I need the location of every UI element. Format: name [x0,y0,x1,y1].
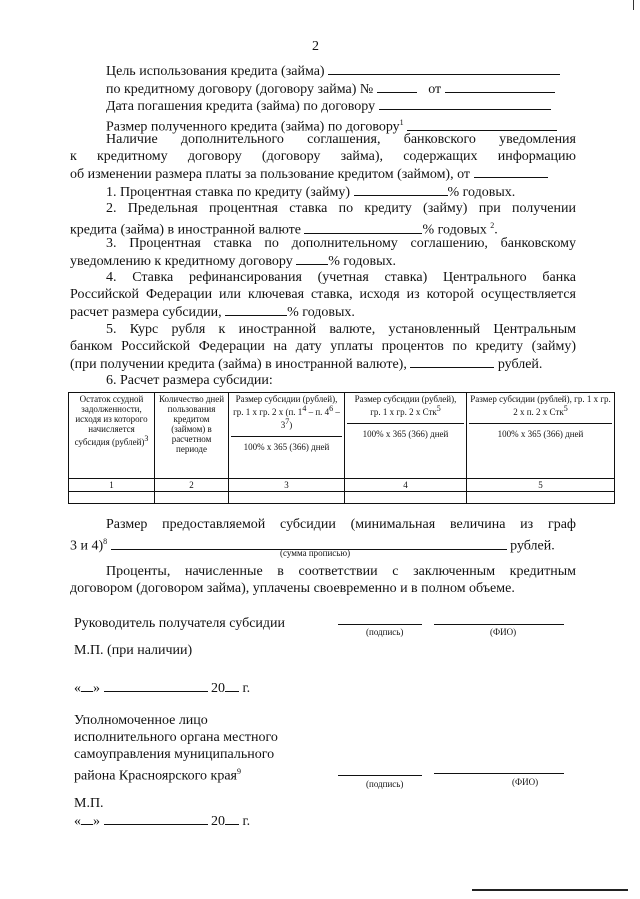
page-number: 2 [312,39,319,54]
additional-agreement-date-blank [474,165,548,178]
column-number: 3 [229,479,345,492]
bottom-rule [472,889,628,891]
recipient-name-caption: (ФИО) [490,627,517,637]
column-number: 4 [345,479,467,492]
item-4-line-2: Российской Федерации или ключевая ставка, исходя из которой осуществляется [70,287,576,302]
formula-3-denominator: 100% х 365 (366) дней [231,436,342,452]
item-5-line-2: банком Российской Федерации на дату уплаты процентов по кредиту (займу) [70,339,576,354]
formula-4-denominator: 100% х 365 (366) дней [347,423,464,439]
header-subsidy-formula-3: Размер субсидии (рублей), гр. 1 х гр. 2 х (п. 14 – п. 46 –37) 100% х 365 (366) дней [229,393,345,479]
additional-agreement-line-1: Наличие дополнительного соглашения, банковского уведомления [106,132,576,147]
item-6-title: 6. Расчет размера субсидии: [106,373,273,388]
item-2-line-1: 2. Предельная процентная ставка по кредиту (займу) при получении [106,201,576,216]
official-name-caption: (ФИО) [512,777,539,787]
recipient-month-blank [104,679,208,692]
item-5-line-1: 5. Курс рубля к иностранной валюте, установленный Центральным [106,322,576,337]
official-month-blank [104,812,208,825]
column-number: 5 [467,479,615,492]
formula-3-numerator: гр. 1 х гр. 2 х (п. 14 – п. 46 –37) [233,404,340,430]
additional-agreement-line-2: к кредитному договору (договору займа), содержащих информацию [70,149,576,164]
subsidy-amount-line-2: 3 и 4)$^8$ рублей. [70,537,555,554]
table-header-row [69,393,615,479]
official-line-3: самоуправления муниципального [74,747,275,762]
official-date: « » 20 г. [74,814,251,829]
recipient-seal: М.П. (при наличии) [74,643,193,658]
contract-date-blank [445,80,555,93]
column-number-row [69,479,615,492]
item-2-blank [304,221,422,234]
item-3-line-1: 3. Процентная ставка по дополнительному соглашению, банковскому [106,236,576,251]
statement-line-1: Проценты, начисленные в соответствии с заключенным кредитным [106,564,576,579]
item-3-blank [296,252,328,265]
empty-data-row [69,492,615,504]
recipient-title: Руководитель получателя субсидии [74,616,286,631]
official-line-4: района Красноярского края$^9$ [74,767,241,784]
recipient-signature-line [338,624,422,625]
item-4-blank [225,303,287,316]
credit-purpose-field: Цель использования кредита (займа) [106,62,560,80]
header-subsidy-formula-5 [467,393,615,479]
official-signature-caption: (подпись) [366,779,404,789]
header-days-used: Количество дней пользования кредитом (займом) в расчетном периоде [155,393,229,479]
recipient-name-line [434,624,564,625]
additional-agreement-line-3: об изменении размера платы за пользование кредитом (займом), от [70,165,548,183]
formula-4-numerator: гр. 1 х гр. 2 х Стк5 [370,404,441,417]
official-seal: М.П. [74,796,104,811]
contract-number-field: по кредитному договору (договору займа) № от [106,80,555,98]
official-line-1: Уполномоченное лицо [74,713,208,728]
column-number: 1 [69,479,155,492]
formula-5-numerator: Размер субсидии (рублей), гр. 1 х гр. 2 х п. 2 х Стк5 [470,394,611,417]
header-subsidy-formula-4: Размер субсидии (рублей), гр. 1 х гр. 2 х Стк5 100% х 365 (366) дней [345,393,467,479]
recipient-signature-caption: (подпись) [366,627,404,637]
statement-line-2: договором (договором займа), уплачены своевременно и в полном объеме. [70,581,515,596]
header-loan-balance: Остаток ссудной задолженности, исходя из которого начисляется субсидия (рублей)3 [69,393,155,479]
official-name-line [434,773,564,774]
repayment-date-blank [379,97,551,110]
scan-artifact [633,0,634,10]
item-1-interest-rate: 1. Процентная ставка по кредиту (займу) % годовых. [106,185,516,200]
credit-amount-blank [407,118,557,131]
recipient-date: « » 20 г. [74,681,251,696]
item-5-line-3: (при получении кредита (займа) в иностранной валюте), рублей. [70,357,543,372]
item-1-blank [354,183,448,196]
subsidy-amount-line-1: Размер предоставляемой субсидии (минимальная величина из граф [106,517,576,532]
subsidy-calculation-table [68,392,615,504]
credit-purpose-blank [328,62,560,75]
sum-in-words-caption: (сумма прописью) [280,548,351,558]
official-signature-line [338,775,422,776]
item-4-line-1: 4. Ставка рефинансирования (учетная ставка) Центрального банка [106,270,576,285]
item-2-line-2: кредита (займа) в иностранной валюте % годовых $^2$. [70,221,498,238]
item-3-line-2: уведомлению к кредитному договору % годовых. [70,254,397,269]
item-5-blank [410,355,494,368]
contract-number-blank [377,80,417,93]
formula-5-denominator: 100% х 365 (366) дней [469,423,612,439]
repayment-date-field: Дата погашения кредита (займа) по договору [106,97,551,115]
official-line-2: исполнительного органа местного [74,730,278,745]
item-4-line-3: расчет размера субсидии, % годовых. [70,305,355,320]
column-number: 2 [155,479,229,492]
credit-amount-field: Размер полученного кредита (займа) по договору$^1$ [106,114,557,136]
